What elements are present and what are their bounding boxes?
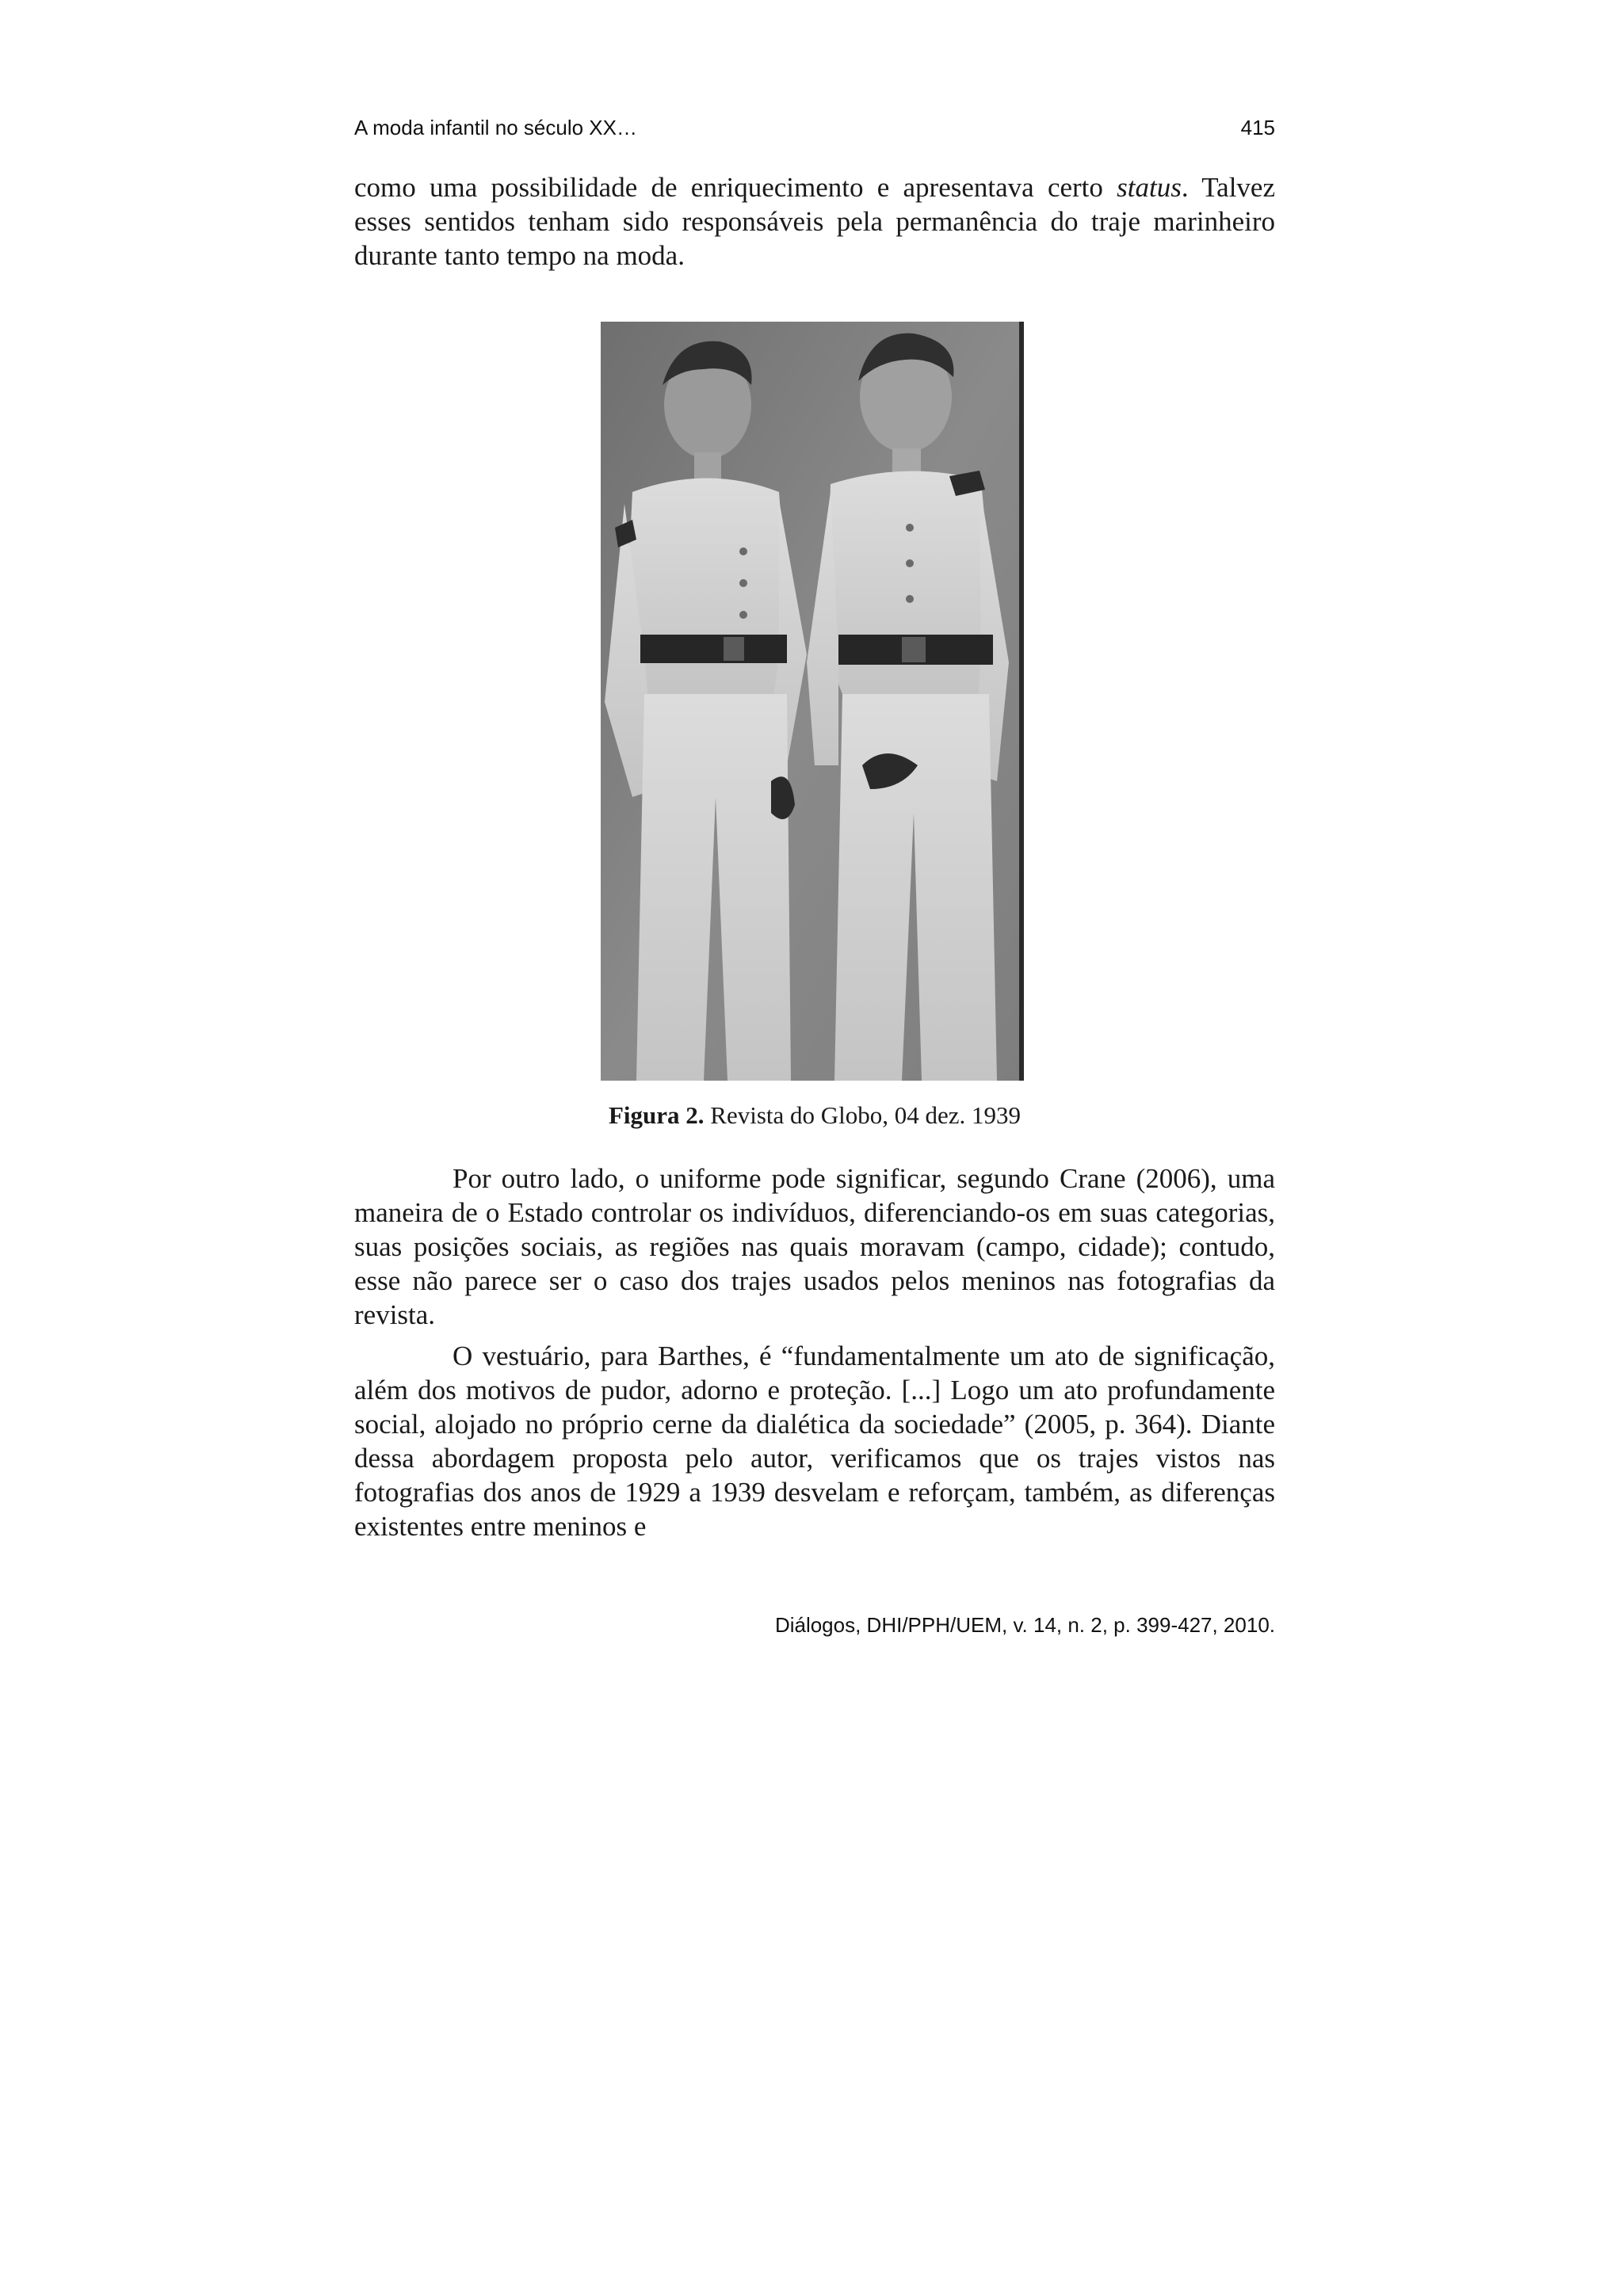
- figure-photo: [601, 322, 1024, 1081]
- caption-label: Figura 2.: [608, 1101, 705, 1129]
- paragraph-1-italic: status: [1117, 172, 1182, 203]
- paragraph-1-text-b: . Talvez esses sentidos tenham sido responsáveis pela permanência do traje marinheiro durante tanto tempo na moda.: [354, 172, 1275, 271]
- figure-caption: [354, 1101, 1275, 1130]
- running-head: [354, 116, 1275, 140]
- paragraph-1-text-a: como uma possibilidade de enriquecimento e apresentava certo: [354, 172, 1117, 203]
- paragraph-1: [354, 170, 1275, 273]
- paragraph-3: O vestuário, para Barthes, é “fundamentalmente um ato de significação, além dos motivos de pudor, adorno e proteção. [...] Logo um ato profundamente social, alojado no próprio cerne da dialética da sociedade” (2005, p. 364). Diante dessa abordagem proposta pelo autor, verificamos que os trajes vistos nas fotografias dos anos de 1929 a 1939 desvelam e reforçam, também, as diferenças existentes entre meninos e: [354, 1341, 1275, 1542]
- running-head-title: A moda infantil no século XX…: [354, 116, 637, 139]
- paragraph-2: Por outro lado, o uniforme pode significar, segundo Crane (2006), uma maneira de o Estado controlar os indivíduos, diferenciando-os em suas categorias, suas posições sociais, as regiões nas quais moravam (campo, cidade); contudo, esse não parece ser o caso dos trajes usados pelos meninos nas fotografias da revista.: [354, 1163, 1275, 1330]
- photo-two-boys-in-sailor-uniforms: [601, 322, 1024, 1081]
- page-number: 415: [1240, 116, 1275, 139]
- footer-citation: Diálogos, DHI/PPH/UEM, v. 14, n. 2, p. 399-427, 2010.: [774, 1613, 1275, 1637]
- caption-text: Revista do Globo, 04 dez. 1939: [704, 1101, 1022, 1129]
